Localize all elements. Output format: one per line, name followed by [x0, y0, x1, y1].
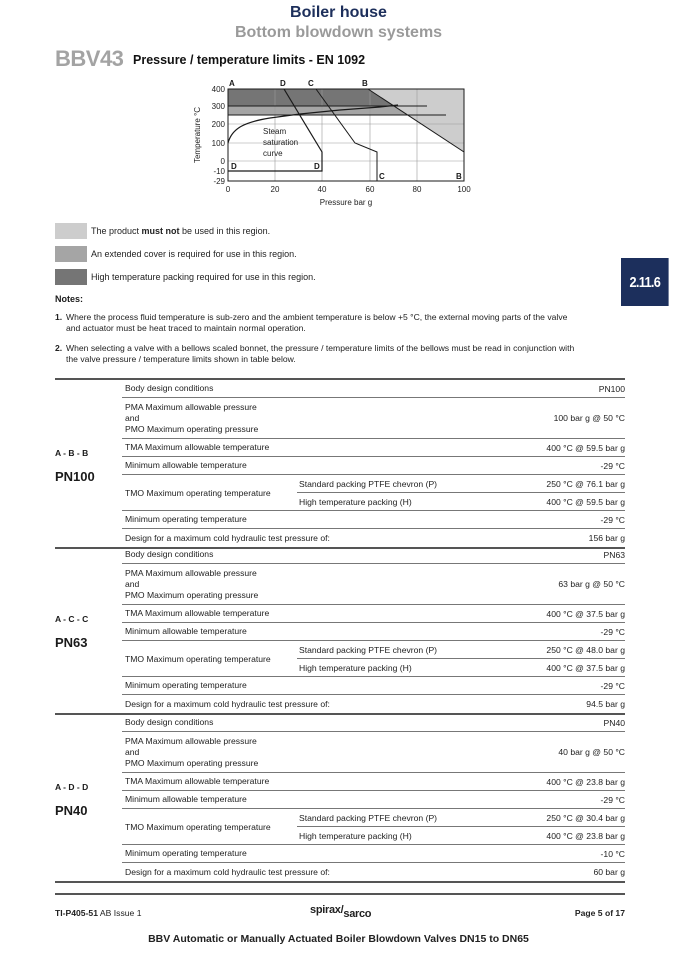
table-row: Design for a maximum cold hydraulic test pressure of: 156 bar g: [125, 532, 625, 543]
table-block: [55, 546, 625, 715]
pn100-limits-table: [55, 378, 625, 549]
svg-text:C: C: [379, 172, 385, 181]
svg-text:A: A: [229, 79, 235, 88]
table-row: TMA Maximum allowable temperature 400 °C @ 37.5 bar g: [122, 605, 625, 623]
note-1: 1. Where the process fluid temperature is sub-zero and the ambient temperature is below +5 °C, the external moving parts of the valve and actuator must be heat traced to maintain normal operation.: [55, 312, 568, 333]
svg-text:0: 0: [225, 185, 231, 194]
table-row: PMA Maximum allowable pressure and PMO Maximum operating pressure 100 bar g @ 50 °C: [122, 398, 625, 439]
legend-label: The product must not be used in this region.: [91, 226, 271, 236]
page-title: Pressure / temperature limits - EN 1092: [133, 53, 366, 67]
curve-key: A - B - B: [55, 448, 89, 458]
section-title: Boiler house: [290, 4, 387, 21]
document-title: BBV Automatic or Manually Actuated Boiler Blowdown Valves DN15 to DN65: [148, 933, 529, 945]
svg-text:80: 80: [412, 185, 422, 194]
svg-text:D: D: [231, 162, 237, 171]
table-row: Minimum allowable temperature -29 °C: [122, 623, 625, 641]
legend-label: High temperature packing required for use in this region.: [91, 272, 316, 282]
svg-text:400: 400: [211, 85, 225, 94]
svg-text:300: 300: [211, 102, 225, 111]
table-row: Design for a maximum cold hydraulic test pressure of: 94.5 bar g: [125, 698, 625, 709]
pn-rating: PN63: [55, 635, 88, 650]
svg-text:D: D: [280, 79, 286, 88]
table-row: Body design conditions PN100: [122, 380, 625, 398]
legend-swatch: [55, 269, 87, 285]
svg-text:-29: -29: [213, 177, 225, 186]
table-row: Minimum operating temperature -29 °C: [122, 511, 625, 529]
note-2: 2. When selecting a valve with a bellows scaled bonnet, the pressure / temperature limits of the bellows must be read in conjunction with the valve pressure / temperature limits shown in table below.: [55, 343, 575, 364]
svg-text:20: 20: [270, 185, 280, 194]
pn63-limits-table: [55, 546, 625, 715]
curve-key: A - D - D: [55, 782, 89, 792]
svg-text:Steam: Steam: [263, 127, 287, 136]
notes-heading: Notes:: [55, 294, 84, 304]
table-row: Minimum allowable temperature -29 °C: [122, 791, 625, 809]
legend-label: An extended cover is required for use in this region.: [91, 249, 297, 259]
svg-text:D: D: [314, 162, 320, 171]
table-row: PMA Maximum allowable pressure and PMO Maximum operating pressure 40 bar g @ 50 °C: [122, 732, 625, 773]
table-row: TMA Maximum allowable temperature 400 °C @ 59.5 bar g: [122, 439, 625, 457]
legend-item-extended-cover: [55, 246, 297, 262]
table-row: Body design conditions PN40: [122, 714, 625, 732]
svg-text:-10: -10: [213, 167, 225, 176]
table-row: TMA Maximum allowable temperature 400 °C @ 23.8 bar g: [122, 773, 625, 791]
block-header: [55, 546, 122, 713]
spirax-sarco-logo: spirax/sarco: [310, 904, 372, 920]
document-reference: TI-P405-51 AB Issue 1: [55, 908, 142, 918]
block-header: [55, 380, 122, 547]
pn-rating: PN100: [55, 469, 95, 484]
pn40-limits-table: [55, 714, 625, 883]
svg-text:200: 200: [211, 120, 225, 129]
table-row: Minimum allowable temperature -29 °C: [122, 457, 625, 475]
svg-text:Pressure bar g: Pressure bar g: [319, 198, 373, 207]
block-header: [55, 714, 122, 881]
table-row-tmo: TMO Maximum operating temperature Standard packing PTFE chevron (P) 250 °C @ 30.4 bar g High temperature packing (H) 400 °C @ 23.8 bar g: [122, 809, 625, 845]
svg-text:0: 0: [220, 157, 225, 166]
section-subtitle: Bottom blowdown systems: [234, 24, 443, 41]
table-block: [55, 380, 625, 549]
svg-text:100: 100: [457, 185, 471, 194]
curve-key: A - C - C: [55, 614, 89, 624]
table-row-tmo: TMO Maximum operating temperature Standard packing PTFE chevron (P) 250 °C @ 76.1 bar g High temperature packing (H) 400 °C @ 59.5 bar g: [122, 475, 625, 511]
table-row-tmo: TMO Maximum operating temperature Standard packing PTFE chevron (P) 250 °C @ 48.0 bar g High temperature packing (H) 400 °C @ 37.5 bar g: [122, 641, 625, 677]
svg-text:B: B: [456, 172, 462, 181]
page-number: Page 5 of 17: [574, 908, 625, 918]
legend-swatch: [55, 223, 87, 239]
svg-text:curve: curve: [263, 149, 283, 158]
legend-swatch: [55, 246, 87, 262]
table-row: Minimum operating temperature -10 °C: [122, 845, 625, 863]
svg-text:100: 100: [211, 139, 225, 148]
svg-text:40: 40: [317, 185, 327, 194]
svg-text:60: 60: [365, 185, 375, 194]
svg-text:saturation: saturation: [263, 138, 299, 147]
legend-item-high-temp-packing: [55, 269, 316, 285]
table-row: Design for a maximum cold hydraulic test pressure of: 60 bar g: [125, 866, 625, 877]
svg-text:Temperature °C: Temperature °C: [193, 106, 202, 164]
pn-rating: PN40: [55, 803, 88, 818]
table-row: PMA Maximum allowable pressure and PMO Maximum operating pressure 63 bar g @ 50 °C: [122, 564, 625, 605]
section-tab: 2.11.6: [621, 258, 669, 306]
pressure-temperature-chart: [185, 76, 485, 216]
table-row: Minimum operating temperature -29 °C: [122, 677, 625, 695]
svg-text:C: C: [308, 79, 314, 88]
footer-divider: [55, 893, 625, 895]
legend-item-must-not-use: [55, 223, 270, 239]
table-block: [55, 714, 625, 883]
table-row: Body design conditions PN63: [122, 546, 625, 564]
svg-text:B: B: [362, 79, 368, 88]
product-code: BBV43: [55, 46, 124, 71]
